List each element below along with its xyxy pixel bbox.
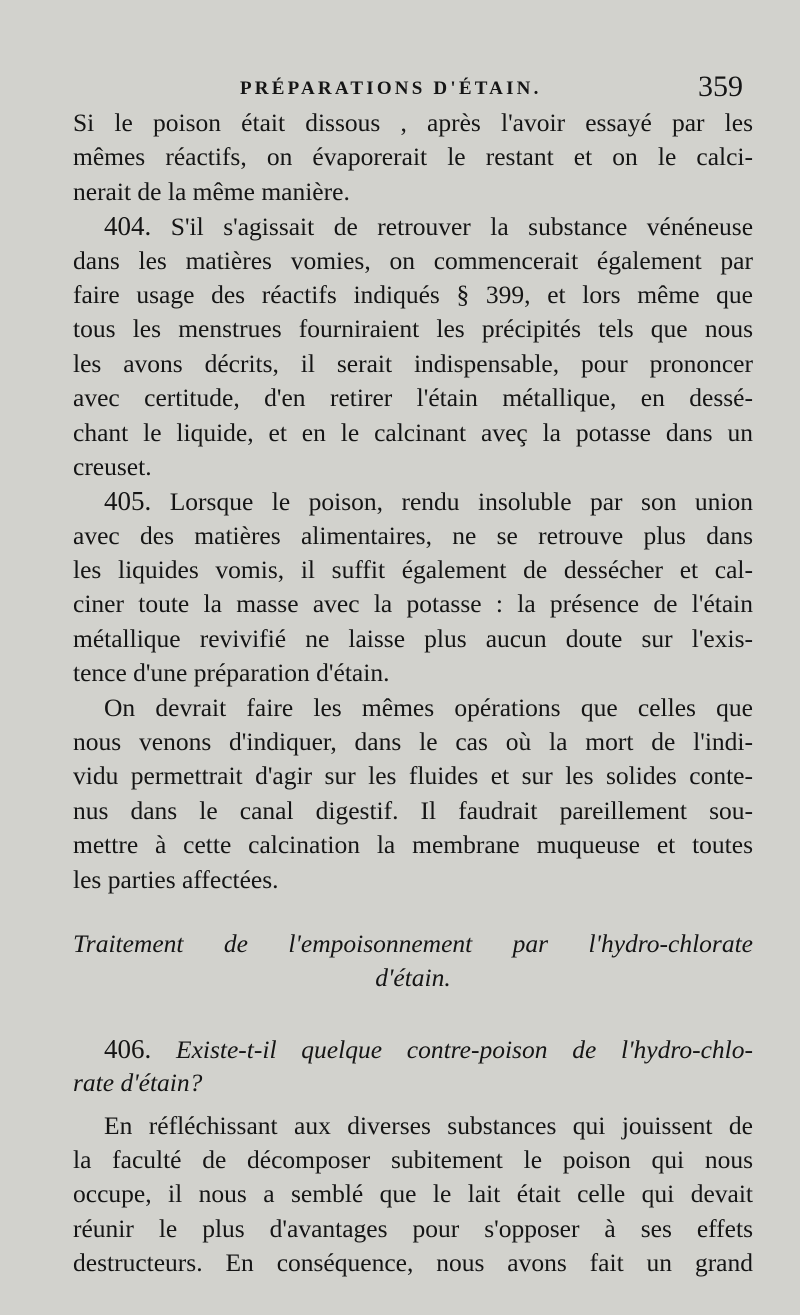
section-heading-line: d'étain. [375, 963, 451, 993]
text-line: les liquides vomis, il suffit également de dessécher et cal- [73, 555, 753, 585]
text-line: avec des matières alimentaires, ne se retrouve plus dans [73, 520, 753, 550]
text-line: occupe, il nous a semblé que le lait était celle qui devait [73, 1179, 753, 1209]
text-line: dans les matières vomies, on commencerait également par [73, 245, 753, 275]
paragraph-operations [73, 691, 753, 897]
text-line: tence d'une préparation d'étain. [73, 658, 390, 688]
page-body [73, 106, 753, 1281]
paragraph-number: 406. [104, 1033, 152, 1064]
paragraph-milk [73, 1109, 753, 1281]
paragraph-continuation [73, 106, 753, 209]
text-line [73, 1032, 753, 1066]
paragraph-number: 405. [104, 486, 152, 517]
text-line: chant le liquide, et en le calcinant aveç la potasse dans un [73, 417, 753, 447]
text-line: ciner toute la masse avec la potasse : la présence de l'étain [73, 589, 753, 619]
text-line: nus dans le canal digestif. Il faudrait pareillement sou- [73, 795, 753, 825]
text-line: nerait de la même manière. [73, 176, 350, 206]
paragraph-404 [73, 209, 753, 484]
text-line: Si le poison était dissous , après l'avoir essayé par les [73, 108, 753, 137]
text-line: mettre à cette calcination la membrane muqueuse et toutes [73, 830, 753, 860]
text-line: avec certitude, d'en retirer l'étain métallique, en dessé- [73, 383, 753, 413]
text-line: vidu permettrait d'agir sur les fluides et sur les solides conte- [73, 761, 753, 791]
text-line: métallique revivifié ne laisse plus aucun doute sur l'exis- [73, 623, 753, 653]
text-line: creuset. [73, 451, 152, 481]
text-line: réunir le plus d'avantages pour s'opposer à ses effets [73, 1213, 753, 1243]
text-line: mêmes réactifs, on évaporerait le restant et on le calci- [73, 142, 753, 172]
text-line [73, 484, 753, 518]
paragraph-number: 404. [104, 211, 152, 242]
text-line: les parties affectées. [73, 864, 279, 894]
text-line: On devrait faire les mêmes opérations que celles que [104, 692, 753, 722]
text-line-content: S'il s'agissait de retrouver la substance vénéneuse [170, 212, 754, 242]
running-head-title: PRÉPARATIONS D'ÉTAIN. [240, 78, 542, 99]
section-heading [73, 927, 753, 996]
paragraph-405 [73, 484, 753, 690]
text-line [73, 209, 753, 243]
text-line: faire usage des réactifs indiqués § 399, et lors même que [73, 279, 753, 309]
section-heading-line: Traitement de l'empoisonnement par l'hydro-chlorate [73, 928, 753, 958]
running-head [0, 68, 800, 108]
question-text: Existe-t-il quelque contre-poison de l'hydro-chlo- [176, 1034, 753, 1064]
text-line: nous venons d'indiquer, dans le cas où la mort de l'indi- [73, 727, 753, 757]
text-line-content: Lorsque le poison, rendu insoluble par son union [169, 487, 753, 517]
text-line: la faculté de décomposer subitement le poison qui nous [73, 1144, 753, 1174]
page-number: 359 [698, 70, 743, 103]
text-line: En réfléchissant aux diverses substances qui jouissent de [104, 1110, 753, 1140]
text-line: rate d'étain? [73, 1068, 203, 1098]
paragraph-406 [73, 1032, 753, 1101]
text-line: les avons décrits, il serait indispensable, pour prononcer [73, 348, 753, 378]
text-line: destructeurs. En conséquence, nous avons fait un grand [73, 1248, 753, 1278]
text-line: tous les menstrues fourniraient les précipités tels que nous [73, 314, 753, 344]
